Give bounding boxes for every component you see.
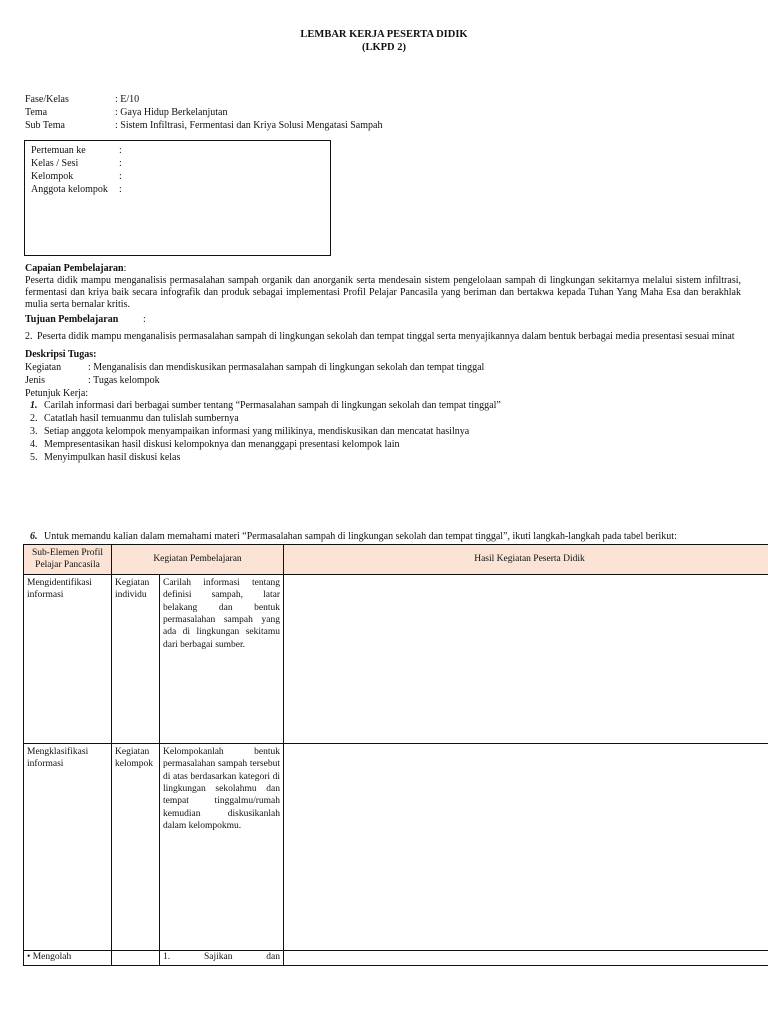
cell-sub-elemen: Mengidentifikasi informasi	[24, 574, 112, 743]
document-subtitle: (LKPD 2)	[361, 42, 407, 53]
petunjuk-kerja: Petunjuk Kerja:	[25, 388, 89, 399]
table-row	[24, 574, 768, 743]
identity-label: Kelas / Sesi	[31, 158, 79, 169]
meta-sub-tema	[25, 119, 382, 132]
jenis-value: : Tugas kelompok	[88, 375, 160, 386]
tujuan-heading	[25, 313, 146, 326]
cell-activity: Carilah informasi tentang definisi sampah, latar belakang dan bentuk permasalahan sampah yang ada di lingkungan sekitamu dari berbagai sumber.	[160, 574, 284, 743]
step-text: Catatlah hasil temuanmu dan tulislah sumbernya	[44, 413, 239, 424]
step-no: 5.	[30, 452, 38, 463]
capaian-heading-text: Capaian Pembelajaran	[25, 263, 124, 274]
capaian-text: Peserta didik mampu menganalisis permasalahan sampah organik dan anorganik serta mendesain sistem pengelolaan sampah di lingkungan sekitarnya melalui sistem infiltrasi, fermentasi dan kriya baik secara infografik dan produk sebagai implementasi Profil Pelajar Pancasila yang beriman dan bertakwa kepada Tuhan Yang Maha Esa dan berakhlak mulia serta bernalar kritis.	[25, 275, 741, 310]
header-sub-elemen: Sub-Elemen Profil Pelajar Pancasila	[24, 545, 112, 575]
activity-table	[23, 544, 768, 966]
cell-type	[112, 950, 160, 965]
table-row	[24, 950, 768, 965]
step-text: Carilah informasi dari berbagai sumber tentang “Permasalahan sampah di lingkungan sekolah dan tempat tinggal”	[44, 400, 501, 411]
jenis-label: Jenis	[25, 375, 45, 386]
meta-tema	[25, 106, 227, 119]
step-item	[30, 452, 180, 464]
cell-sub-elemen: Mengklasifikasi informasi	[24, 743, 112, 950]
identity-label: Kelompok	[31, 171, 74, 182]
deskripsi-kegiatan	[25, 361, 484, 374]
identity-colon: :	[119, 145, 122, 156]
step-item	[30, 439, 399, 451]
identity-colon: :	[119, 184, 122, 195]
cell-activity: 1. Sajikan dan	[160, 950, 284, 965]
kegiatan-value: : Menganalisis dan mendiskusikan permasalahan sampah di lingkungan sekolah dan tempat tinggal	[88, 362, 485, 373]
step-text: Mempresentasikan hasil diskusi kelompoknya dan menanggapi presentasi kelompok lain	[44, 439, 400, 450]
identity-row-kelompok	[31, 170, 122, 183]
meta-value: : Gaya Hidup Berkelanjutan	[115, 107, 228, 118]
identity-colon: :	[119, 171, 122, 182]
tujuan-item	[25, 330, 735, 343]
step-no: 2.	[30, 413, 38, 424]
step-no: 6.	[30, 531, 38, 542]
meta-label: Sub Tema	[25, 120, 65, 131]
identity-row-kelas	[31, 157, 122, 170]
header-kegiatan: Kegiatan Pembelajaran	[112, 545, 284, 575]
step-text: Setiap anggota kelompok menyampaikan informasi yang milikinya, mendiskusikan dan mencatat hasilnya	[44, 426, 470, 437]
meta-label: Fase/Kelas	[25, 94, 69, 105]
cell-type: Kegiatan kelompok	[112, 743, 160, 950]
meta-value: : E/10	[115, 94, 140, 105]
tujuan-item-no: 2.	[25, 331, 33, 342]
tujuan-colon: :	[143, 314, 146, 325]
meta-label: Tema	[25, 107, 48, 118]
cell-activity: Kelompokanlah bentuk permasalahan sampah tersebut di atas berdasarkan kategori di lingkungan sekolahmu dan tempat tinggalmu/rumah kemudian diskusikanlah dalam kelompokmu.	[160, 743, 284, 950]
table-header-row	[24, 545, 768, 575]
identity-row-anggota	[31, 183, 122, 196]
cell-type: Kegiatan individu	[112, 574, 160, 743]
cell-result[interactable]	[284, 950, 768, 965]
kegiatan-label: Kegiatan	[25, 362, 62, 373]
identity-label: Pertemuan ke	[31, 145, 86, 156]
tujuan-item-text: Peserta didik mampu menganalisis permasalahan sampah di lingkungan sekolah dan tempat tinggal serta menyajikannya dalam bentuk berbagai media presentasi sesuai minat	[37, 331, 735, 342]
deskripsi-heading: Deskripsi Tugas:	[25, 349, 97, 360]
capaian-heading	[25, 262, 126, 275]
step-item	[30, 426, 469, 438]
meta-fase-kelas	[25, 93, 139, 106]
meta-value: : Sistem Infiltrasi, Fermentasi dan Kriya Solusi Mengatasi Sampah	[115, 120, 383, 131]
identity-box	[24, 140, 331, 256]
identity-colon: :	[119, 158, 122, 169]
deskripsi-jenis	[25, 374, 160, 387]
cell-result[interactable]	[284, 574, 768, 743]
identity-label: Anggota kelompok	[31, 184, 108, 195]
cell-result[interactable]	[284, 743, 768, 950]
step-item	[30, 413, 239, 425]
document-title: LEMBAR KERJA PESERTA DIDIK	[300, 29, 468, 40]
table-row	[24, 743, 768, 950]
step-item	[30, 400, 501, 412]
step-text: Menyimpulkan hasil diskusi kelas	[44, 452, 181, 463]
cell-sub-elemen: • Mengolah	[24, 950, 112, 965]
step-no: 4.	[30, 439, 38, 450]
step-text: Untuk memandu kalian dalam memahami materi “Permasalahan sampah di lingkungan sekolah dan tempat tinggal”, ikuti langkah-langkah pada tabel berikut:	[44, 531, 677, 542]
step-item	[30, 531, 677, 543]
tujuan-heading-text: Tujuan Pembelajaran	[25, 314, 119, 325]
step-no: 3.	[30, 426, 38, 437]
capaian-colon: :	[123, 263, 127, 274]
identity-row-pertemuan	[31, 144, 122, 157]
step-no: 1.	[30, 400, 38, 411]
header-hasil: Hasil Kegiatan Peserta Didik	[284, 545, 768, 575]
